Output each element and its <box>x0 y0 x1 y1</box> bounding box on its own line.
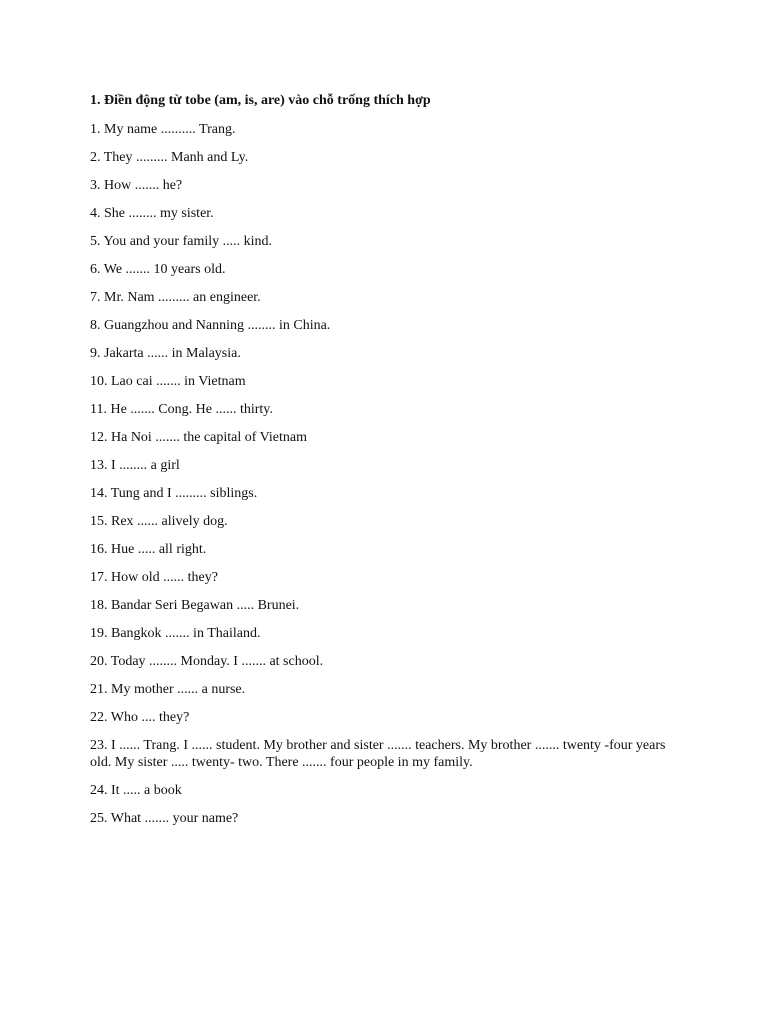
exercise-item-14: 14. Tung and I ......... siblings. <box>90 486 258 501</box>
exercise-item-9: 9. Jakarta ...... in Malaysia. <box>90 346 241 361</box>
exercise-item-7: 7. Mr. Nam ......... an engineer. <box>90 290 261 305</box>
exercise-heading: 1. Điền động từ tobe (am, is, are) vào chỗ trống thích hợp <box>90 93 431 108</box>
exercise-item-12: 12. Ha Noi ....... the capital of Vietnam <box>90 430 308 445</box>
exercise-item-16: 16. Hue ..... all right. <box>90 542 207 557</box>
exercise-item-22: 22. Who .... they? <box>90 710 190 725</box>
exercise-item-15: 15. Rex ...... alively dog. <box>90 514 228 529</box>
exercise-item-3: 3. How ....... he? <box>90 178 183 193</box>
exercise-item-20: 20. Today ........ Monday. I ....... at school. <box>90 654 324 669</box>
exercise-item-10: 10. Lao cai ....... in Vietnam <box>90 374 246 389</box>
exercise-item-19: 19. Bangkok ....... in Thailand. <box>90 626 261 641</box>
exercise-item-24: 24. It ..... a book <box>90 783 182 798</box>
exercise-item-25: 25. What ....... your name? <box>90 811 239 826</box>
exercise-item-6: 6. We ....... 10 years old. <box>90 262 226 277</box>
exercise-item-2: 2. They ......... Manh and Ly. <box>90 150 249 165</box>
exercise-item-17: 17. How old ...... they? <box>90 570 218 585</box>
exercise-item-11: 11. He ....... Cong. He ...... thirty. <box>90 402 273 417</box>
exercise-item-21: 21. My mother ...... a nurse. <box>90 682 246 697</box>
exercise-item-1: 1. My name .......... Trang. <box>90 122 236 137</box>
worksheet-page <box>90 92 670 838</box>
exercise-item-4: 4. She ........ my sister. <box>90 206 214 221</box>
exercise-item-5: 5. You and your family ..... kind. <box>90 234 272 249</box>
exercise-item-18: 18. Bandar Seri Begawan ..... Brunei. <box>90 598 300 613</box>
exercise-item-13: 13. I ........ a girl <box>90 458 180 473</box>
exercise-item-8: 8. Guangzhou and Nanning ........ in China. <box>90 318 331 333</box>
exercise-item-23: 23. I ...... Trang. I ...... student. My brother and sister ....... teachers. My brother ....... twenty -four years old. My sister ..... twenty- two. There ....... four people in my family. <box>90 738 666 770</box>
